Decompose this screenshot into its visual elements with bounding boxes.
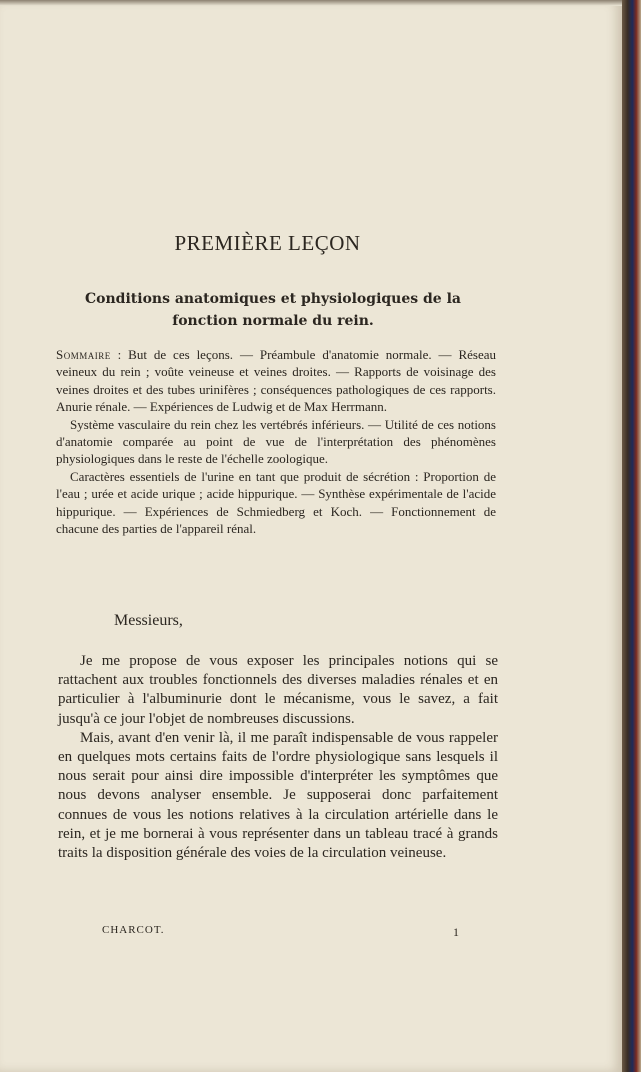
- summary-paragraph: Caractères essentiels de l'urine en tant que produit de sécrétion : Proportion de l'eau ; urée et acide urique ; acide hippurique. — Synthèse expérimentale de l'acide hippurique. — Expériences de Schmiedberg et Koch. — Fonctionnement de chacune des parties de l'appareil rénal.: [56, 468, 496, 537]
- summary-text: : But de ces leçons. — Préambule d'anatomie normale. — Réseau veineux du rein ; voûte veineuse et veines droites. — Rapports de voisinage des veines droites et des tubes urinifères ; conséquences pathologiques de ces rapports. Anurie rénale. — Expériences de Ludwig et de Max Herrmann.: [56, 347, 496, 415]
- chapter-heading: Conditions anatomiques et physiologiques de la fonction normale du rein.: [85, 291, 461, 329]
- body-paragraph: Mais, avant d'en venir là, il me paraît indispensable de vous rappeler en quelques mots certains faits de l'ordre physiologique sans lesquels il nous serait pour ainsi dire impossible d'interpréter les symptômes que nous devons analyser ensemble. Je supposerai donc parfaitement connues de vous les notions relatives à la circulation artérielle dans le rein, et je me bornerai à vous représenter dans un tableau tracé à grands traits la disposition générale des voies de la circulation veineuse.: [58, 729, 498, 862]
- body-paragraph: Je me propose de vous exposer les principales notions qui se rattachent aux troubles fonctionnels des diverses maladies rénales et en particulier à l'albuminurie dont le mécanisme, vous le savez, a fait jusqu'à ce jour l'objet de nombreuses discussions.: [58, 653, 498, 727]
- book-spine-edge: [622, 0, 641, 1072]
- body-text: [58, 652, 498, 863]
- salutation: Messieurs,: [114, 612, 183, 629]
- lesson-title: PREMIÈRE LEÇON: [174, 231, 361, 255]
- signature-mark: CHARCOT.: [102, 924, 165, 936]
- summary-block: [56, 346, 496, 537]
- summary-paragraph: Système vasculaire du rein chez les vertébrés inférieurs. — Utilité de ces notions d'anatomie comparée au point de vue de l'interprétation des phénomènes physiologiques dans le reste de l'échelle zoologique.: [56, 416, 496, 467]
- page-number: 1: [453, 925, 459, 939]
- summary-label: Sommaire: [56, 347, 111, 362]
- summary-paragraph: [56, 346, 496, 416]
- page-top-shadow: [0, 0, 622, 6]
